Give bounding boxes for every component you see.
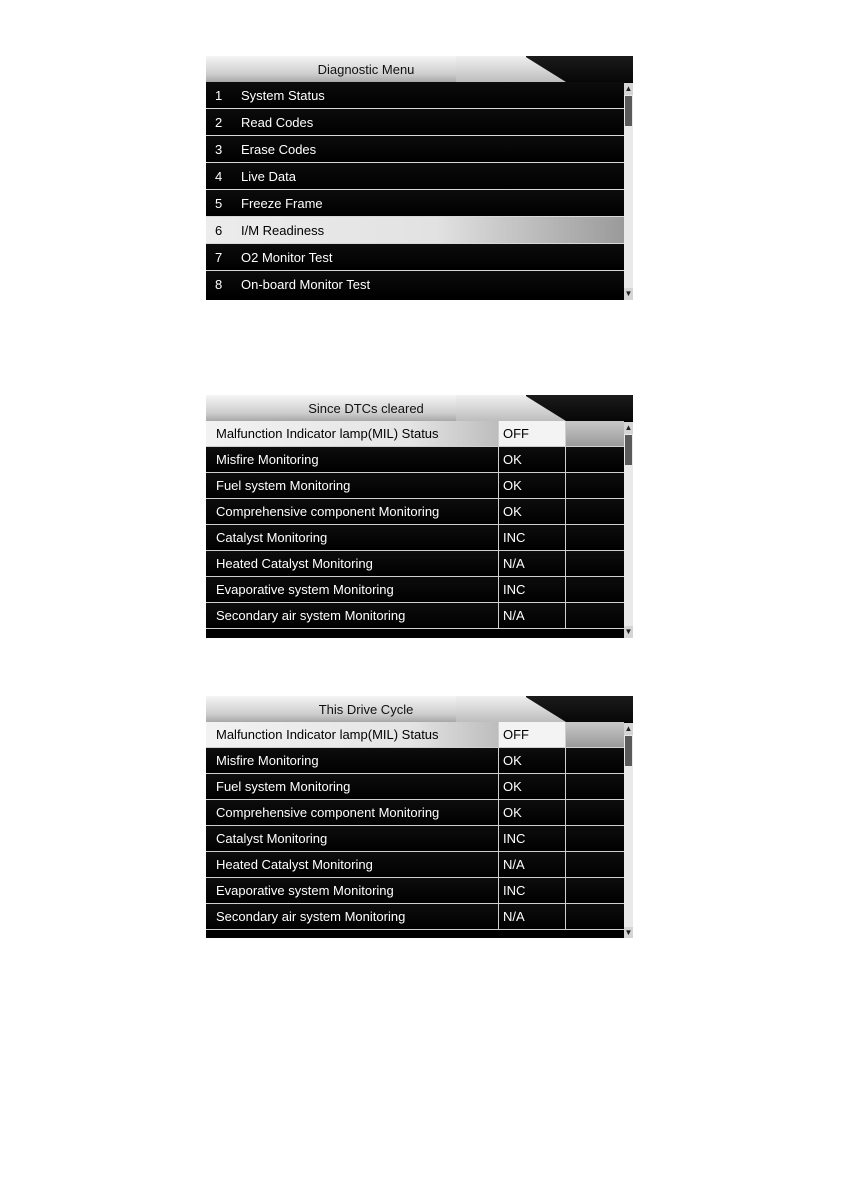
monitor-status: OK	[499, 748, 566, 773]
scroll-up-arrow-icon[interactable]: ▲	[624, 423, 633, 432]
monitor-status: N/A	[499, 904, 566, 929]
scroll-down-arrow-icon[interactable]: ▼	[624, 928, 633, 937]
screen-title: Since DTCs cleared	[308, 401, 424, 416]
menu-item-label: On-board Monitor Test	[241, 277, 371, 292]
menu-item-freeze-frame[interactable]	[206, 190, 624, 217]
scrollbar-thumb[interactable]	[625, 736, 632, 766]
menu-item-o2-monitor-test[interactable]	[206, 244, 624, 271]
menu-item-number: 5	[215, 196, 223, 211]
table-row[interactable]	[206, 826, 624, 852]
scrollbar[interactable]	[624, 422, 633, 638]
this-drive-cycle-screen	[206, 696, 633, 938]
table-row[interactable]	[206, 722, 624, 748]
monitor-status: N/A	[499, 551, 566, 576]
diagnostic-menu-screen	[206, 56, 633, 300]
monitor-status: INC	[499, 525, 566, 550]
monitor-status: OK	[499, 447, 566, 472]
monitor-name: Heated Catalyst Monitoring	[206, 551, 499, 576]
menu-item-label: Erase Codes	[241, 142, 317, 157]
monitor-name: Misfire Monitoring	[206, 748, 499, 773]
since-dtcs-cleared-screen	[206, 395, 633, 638]
monitor-status: OK	[499, 774, 566, 799]
monitor-status: N/A	[499, 852, 566, 877]
monitor-status: OK	[499, 800, 566, 825]
table-row[interactable]	[206, 878, 624, 904]
monitor-name: Comprehensive component Monitoring	[206, 800, 499, 825]
scroll-up-arrow-icon[interactable]: ▲	[624, 84, 633, 93]
monitor-status: OFF	[499, 421, 566, 446]
monitor-status: N/A	[499, 603, 566, 628]
readiness-table	[206, 421, 624, 629]
monitor-name: Catalyst Monitoring	[206, 826, 499, 851]
monitor-status: OFF	[499, 722, 566, 747]
monitor-name: Comprehensive component Monitoring	[206, 499, 499, 524]
monitor-status: INC	[499, 826, 566, 851]
menu-item-system-status[interactable]	[206, 82, 624, 109]
readiness-table	[206, 722, 624, 930]
menu-item-label: I/M Readiness	[241, 223, 325, 238]
table-row[interactable]	[206, 774, 624, 800]
monitor-name: Catalyst Monitoring	[206, 525, 499, 550]
monitor-name: Secondary air system Monitoring	[206, 603, 499, 628]
screen-title: Diagnostic Menu	[317, 62, 415, 77]
monitor-name: Malfunction Indicator lamp(MIL) Status	[206, 722, 499, 747]
menu-item-onboard-monitor-test[interactable]	[206, 271, 624, 297]
menu-item-label: Read Codes	[241, 115, 314, 130]
title-bar	[206, 56, 633, 82]
scrollbar[interactable]	[624, 723, 633, 938]
menu-item-label: Freeze Frame	[241, 196, 323, 211]
table-row[interactable]	[206, 499, 624, 525]
table-row[interactable]	[206, 551, 624, 577]
menu-item-number: 7	[215, 250, 223, 265]
screen-title: This Drive Cycle	[318, 702, 414, 717]
menu-item-number: 2	[215, 115, 223, 130]
scroll-down-arrow-icon[interactable]: ▼	[624, 289, 633, 298]
monitor-name: Malfunction Indicator lamp(MIL) Status	[206, 421, 499, 446]
table-row[interactable]	[206, 852, 624, 878]
monitor-name: Fuel system Monitoring	[206, 473, 499, 498]
menu-item-im-readiness[interactable]	[206, 217, 624, 244]
monitor-name: Misfire Monitoring	[206, 447, 499, 472]
scrollbar-thumb[interactable]	[625, 435, 632, 465]
menu-item-label: System Status	[241, 88, 325, 103]
table-row[interactable]	[206, 577, 624, 603]
table-row[interactable]	[206, 603, 624, 629]
menu-item-erase-codes[interactable]	[206, 136, 624, 163]
table-row[interactable]	[206, 800, 624, 826]
monitor-status: OK	[499, 473, 566, 498]
table-row[interactable]	[206, 525, 624, 551]
scroll-down-arrow-icon[interactable]: ▼	[624, 627, 633, 636]
menu-item-number: 6	[215, 223, 223, 238]
menu-item-number: 8	[215, 277, 223, 292]
menu-item-number: 1	[215, 88, 223, 103]
scroll-up-arrow-icon[interactable]: ▲	[624, 724, 633, 733]
menu-item-live-data[interactable]	[206, 163, 624, 190]
monitor-status: OK	[499, 499, 566, 524]
menu-item-number: 3	[215, 142, 223, 157]
menu-item-label: Live Data	[241, 169, 296, 184]
menu-item-label: O2 Monitor Test	[241, 250, 333, 265]
monitor-status: INC	[499, 577, 566, 602]
menu-item-read-codes[interactable]	[206, 109, 624, 136]
table-row[interactable]	[206, 421, 624, 447]
table-row[interactable]	[206, 473, 624, 499]
monitor-status: INC	[499, 878, 566, 903]
title-bar	[206, 696, 633, 722]
scrollbar[interactable]	[624, 83, 633, 300]
monitor-name: Evaporative system Monitoring	[206, 878, 499, 903]
table-row[interactable]	[206, 447, 624, 473]
table-row[interactable]	[206, 904, 624, 930]
monitor-name: Secondary air system Monitoring	[206, 904, 499, 929]
monitor-name: Evaporative system Monitoring	[206, 577, 499, 602]
scrollbar-thumb[interactable]	[625, 96, 632, 126]
title-bar	[206, 395, 633, 421]
menu-list	[206, 82, 624, 297]
monitor-name: Heated Catalyst Monitoring	[206, 852, 499, 877]
monitor-name: Fuel system Monitoring	[206, 774, 499, 799]
table-row[interactable]	[206, 748, 624, 774]
menu-item-number: 4	[215, 169, 223, 184]
